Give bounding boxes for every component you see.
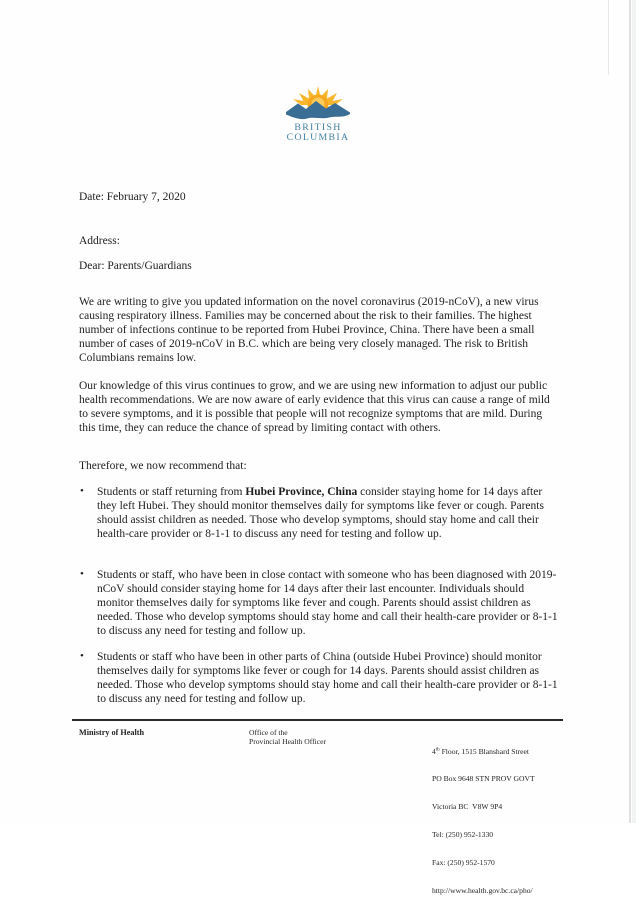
footer-pobox-line: PO Box 9648 STN PROV GOVT: [432, 774, 535, 784]
footer-office-line2: Provincial Health Officer: [249, 737, 327, 747]
footer-divider: [72, 719, 563, 721]
bullet-marker: •: [80, 485, 84, 497]
bullet-other-china: [79, 650, 561, 706]
bullet-text: Students or staff returning from Hubei Province, China consider staying home for 14 days after they left Hubei. They should monitor themselves daily for symptoms like fever or cough. Parents should assist children as needed. Those who develop symptoms, should stay home and call their health-care provider or 8-1-1 to discuss any need for testing and follow up.: [97, 486, 544, 541]
logo-wordmark-line2: COLUMBIA: [286, 132, 350, 143]
footer-office: [249, 728, 326, 747]
bc-government-logo: [0, 85, 636, 143]
paragraph-intro: We are writing to give you updated information on the novel coronavirus (2019-nCoV), a new virus causing respiratory illness. Families may be concerned about the risk to their families. The highest number of infections continue to be reported from Hubei Province, China. There have been a small number of cases of 2019-nCoV in B.C. which are being very closely managed. The risk to British Columbians remains low.: [79, 296, 539, 365]
footer-tel-line: Tel: (250) 952-1330: [432, 830, 494, 840]
footer-city-line: Victoria BC V8W 9P4: [432, 802, 503, 812]
scan-artifact-line-short: [608, 0, 609, 75]
bullet-hubei-returnees: [79, 485, 561, 541]
footer-fax-line: Fax: (250) 952-1570: [432, 858, 495, 868]
footer-ministry: Ministry of Health: [79, 728, 145, 737]
footer-contact-block: [432, 728, 535, 914]
bullet-text: Students or staff who have been in other parts of China (outside Hubei Province) should monitor themselves daily for symptoms like fever or cough for 14 days. Parents should assist children as needed. Those who develop symptoms should stay home and call their health-care provider or 8-1-1 to discuss any need for testing and follow up.: [97, 651, 558, 706]
paragraph-knowledge: Our knowledge of this virus continues to grow, and we are using new information to adjust our public health recommendations. We are now aware of early evidence that this virus can cause a range of mild to severe symptoms, and it is possible that people will not recognize symptoms that are mild. During this time, they can reduce the chance of spread by limiting contact with others.: [79, 380, 550, 435]
footer-url-line: http://www.health.gov.bc.ca/pho/: [432, 886, 533, 896]
bullet-close-contacts: [79, 568, 561, 638]
date-line: Date: February 7, 2020: [79, 191, 186, 203]
footer-street-line: 4th Floor, 1515 Blanshard Street: [432, 746, 530, 756]
logo-wordmark-line1: BRITISH: [294, 122, 342, 133]
salutation-line: Dear: Parents/Guardians: [79, 260, 192, 272]
footer-office-line1: Office of the: [249, 728, 288, 737]
bullet-marker: •: [80, 650, 84, 662]
bullet-text: Students or staff, who have been in close contact with someone who has been diagnosed with 2019-nCoV should consider staying home for 14 days after their last encounter. Individuals should monitor themselves daily for symptoms like fever and cough. Parents should assist children as needed. Those who develop symptoms should stay home and call their health-care provider or 8-1-1 to discuss any need for testing and follow up.: [97, 569, 558, 638]
bc-sun-mountains-icon: [285, 85, 351, 123]
recommendation-intro: Therefore, we now recommend that:: [79, 460, 247, 472]
bullet-marker: •: [80, 568, 84, 580]
address-line: Address:: [79, 235, 120, 247]
ordinal-superscript: th: [435, 747, 440, 753]
bold-hubei-province-china: Hubei Province, China: [245, 486, 358, 498]
